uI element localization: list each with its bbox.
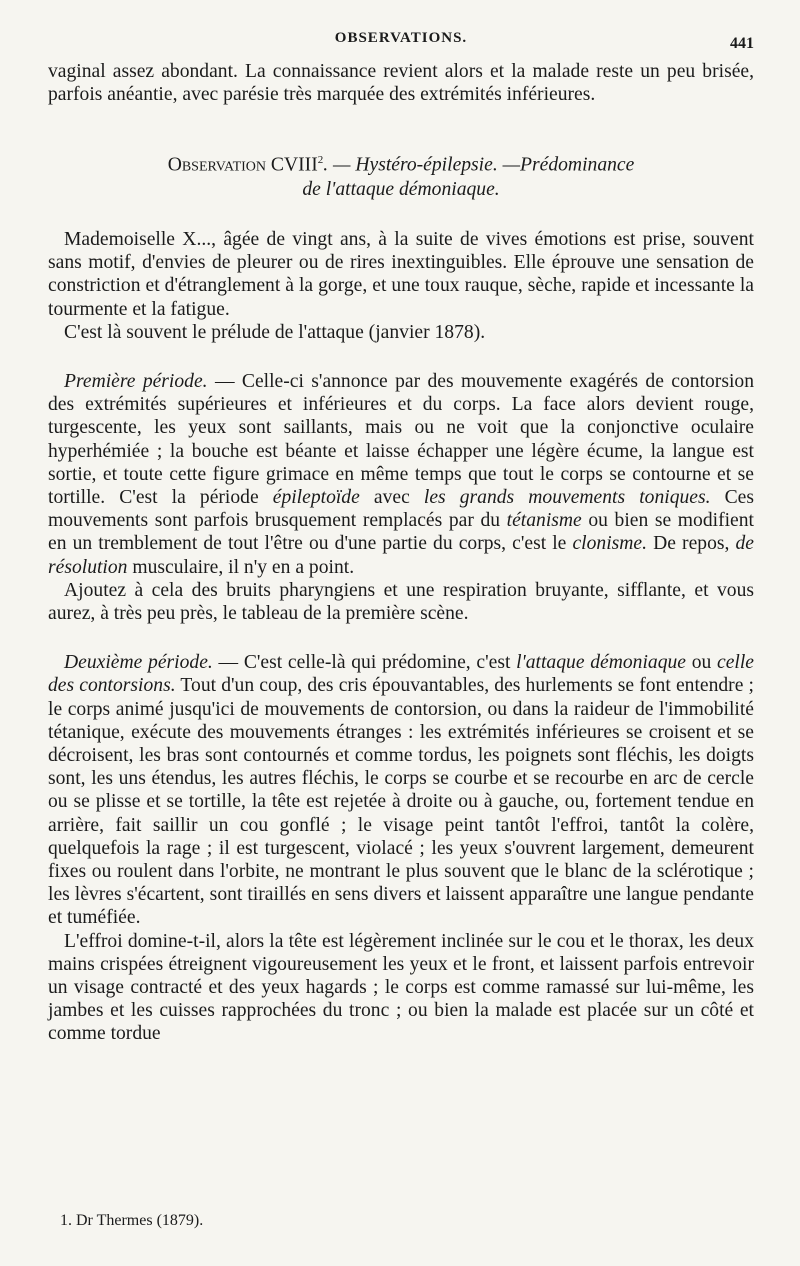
observation-sup: 2 — [317, 154, 324, 167]
paragraph-first-period-summary: Ajoutez à cela des bruits pharyngiens et une respiration bruyante, sifflante, et vous aurez, à très peu près, le tableau de la première scène. — [48, 579, 754, 624]
first-period-em-4: clonisme. — [572, 533, 648, 555]
second-period-em-2: celle des contorsions. — [48, 652, 755, 697]
second-period-heading: Deuxième période. — [64, 652, 213, 674]
first-period-text-6: musculaire, il n'y en a point. — [127, 556, 355, 578]
paragraph-intro: Mademoiselle X..., âgée de vingt ans, à la suite de vives émotions est prise, souvent sans motif, d'envies de pleurer ou de rires inextinguibles. Elle éprouve une sensation de constriction et d'étranglement à la gorge, et une toux rauque, sèche, rapide et incessante la tourmente et la fatigue. — [48, 228, 754, 320]
first-period-em-1: épileptoïde — [272, 486, 360, 508]
observation-title-line2: de l'attaque démoniaque. — [302, 178, 500, 200]
paragraph-first-period — [48, 370, 754, 579]
observation-heading — [48, 148, 754, 202]
first-period-heading: Première période. — [64, 370, 208, 392]
footnote: 1. Dr Thermes (1879). — [60, 1212, 204, 1229]
first-period-em-3: tétanisme — [506, 510, 582, 532]
page-body — [48, 60, 754, 1046]
paragraph-prelude: C'est là souvent le prélude de l'attaque (janvier 1878). — [64, 321, 486, 343]
first-period-text-2: avec — [359, 486, 424, 508]
first-period-em-5: de résolution — [48, 533, 754, 578]
second-period-text-1: — C'est celle-là qui prédomine, c'est — [212, 652, 517, 674]
page-number: 441 — [730, 35, 754, 52]
paragraph-continued: vaginal assez abondant. La connaissance revient alors et la malade reste un peu brisée, parfois anéantie, avec parésie très marquée des extrémités inférieures. — [48, 61, 754, 106]
first-period-em-2: les grands mouvements toniques. — [423, 486, 711, 508]
first-period-text-4: ou bien se modifient en un tremblement de tout l'être ou d'une partie du corps, c'est le — [48, 510, 754, 555]
paragraph-second-period — [48, 651, 754, 929]
paragraph-effroi: L'effroi domine-t-il, alors la tête est légèrement inclinée sur le cou et le thorax, les deux mains crispées étreignent vigoureusement les yeux et le front, et laissent parfois entrevoir un visage contracté et des yeux hagards ; le corps est comme ramassé sur lui-même, les jambes et les cuisses rapprochées du tronc ; ou bien la malade est placée sur un côté et comme tordue — [48, 930, 754, 1045]
first-period-text-1: — Celle-ci s'annonce par des mouvemente exagérés de contorsion des extrémités supérieures et inférieures et du corps. La face alors devient rouge, turgescente, les yeux sont saillants, mais ou ne voit que la conjonctive oculaire hyperhémiée ; la bouche est béante et laisse échapper une légère écume, la langue est sortie, et toute cette figure grimace en même temps que tout le corps se contourne et se tortille. C'est la période — [48, 370, 754, 508]
page-header — [48, 30, 754, 58]
running-title: OBSERVATIONS. — [334, 30, 468, 46]
first-period-text-3: Ces mouvements sont parfois brusquement remplacés par du — [48, 486, 754, 532]
second-period-em-1: l'attaque démoniaque — [516, 652, 686, 674]
first-period-text-5: De repos, — [647, 533, 736, 555]
observation-title-line1: . — Hystéro-épilepsie. —Prédominance — [323, 154, 635, 176]
second-period-text-3: Tout d'un coup, des cris épouvantables, des hurlements se font entendre ; le corps animé jusqu'ici de mouvements de contorsion, ou dans la raideur de l'immobilité tétanique, exécute des mouvements étranges : les extrémités inférieures se croisent et se décroisent, les bras sont contournés et comme tordus, les poignets sont fléchis, les doigts sont, les uns étendus, les autres fléchis, le corps se courbe et se recourbe en arc de cercle ou se plisse et se tortille, la tête est rejetée à droite ou à gauche, ou, fortement tendue en arrière, fait saillir un cou gonflé ; le visage peint tantôt l'effroi, tantôt la colère, quelquefois la rage ; il est turgescent, violacé ; les yeux s'ouvrent largement, demeurent fixes ou roulent dans l'orbite, ne montrant le plus souvent que le blanc de la sclérotique ; les lèvres s'écartent, sont tiraillés en sens divers et laissent apparaître une langue pendante et tuméfiée. — [48, 675, 754, 929]
observation-label: Observation CVIII — [167, 154, 318, 176]
second-period-text-2: ou — [686, 652, 718, 674]
